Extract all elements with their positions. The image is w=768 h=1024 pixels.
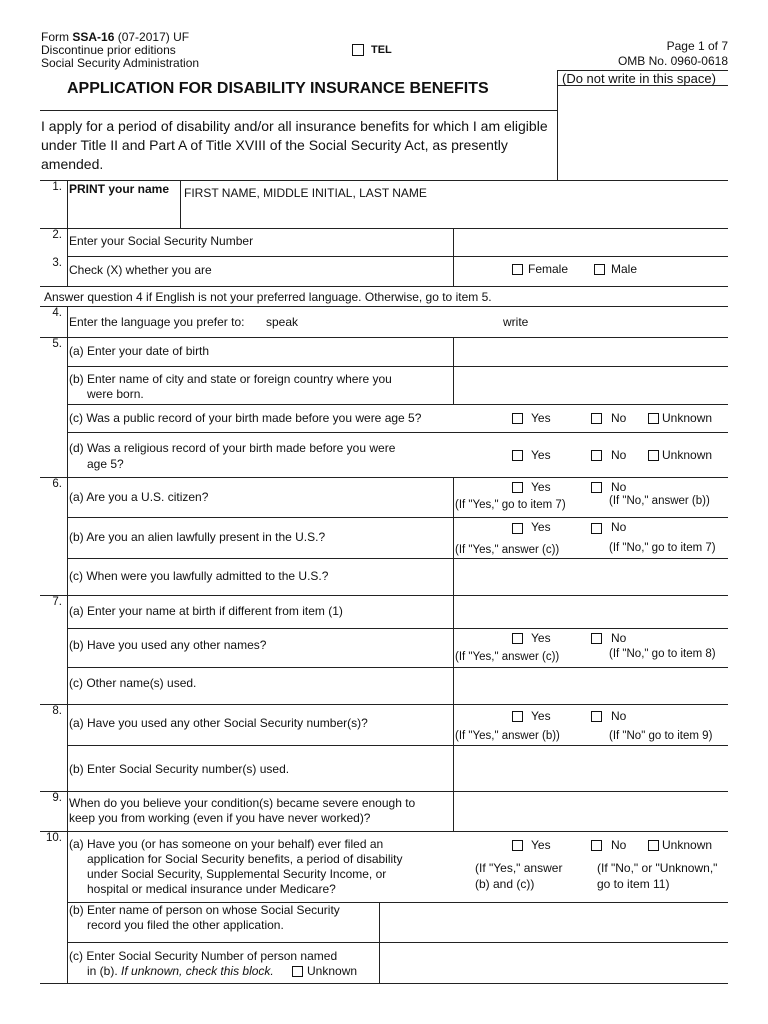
prior-application-no-checkbox[interactable] [591, 840, 602, 851]
other-names-no-checkbox[interactable] [591, 633, 602, 644]
agency-name: Social Security Administration [41, 56, 200, 70]
religious-record-question: (d) Was a religious record of your birth made before you were [69, 441, 396, 455]
onset-date-field[interactable] [454, 792, 728, 830]
office-use-label: (Do not write in this space) [562, 71, 716, 86]
language-write-label: write [503, 315, 529, 329]
prior-application-no-instruction: (If "No," or "Unknown," [597, 861, 718, 875]
other-ssn-used-label: (b) Enter Social Security number(s) used. [69, 762, 290, 776]
female-checkbox[interactable] [512, 264, 523, 275]
item-number: 10. [46, 832, 62, 844]
no-label: No [611, 411, 627, 425]
onset-question: When do you believe your condition(s) became severe enough to [69, 796, 416, 810]
prior-application-yes-instruction: (If "Yes," answer [475, 861, 563, 875]
other-record-name-label-cont: record you filed the other application. [87, 918, 284, 932]
prior-application-question-cont: hospital or medical insurance under Medicare? [87, 882, 336, 896]
public-record-no-checkbox[interactable] [591, 413, 602, 424]
yes-label: Yes [531, 480, 551, 494]
tel-checkbox[interactable] [352, 44, 364, 56]
birth-name-label: (a) Enter your name at birth if different from item (1) [69, 604, 343, 618]
admission-date-label: (c) When were you lawfully admitted to the U.S.? [69, 569, 329, 583]
other-names-no-instruction: (If "No," go to item 8) [609, 648, 716, 660]
other-record-ssn-unknown-checkbox[interactable] [292, 966, 303, 977]
item-number: 7. [52, 596, 62, 608]
religious-record-unknown-checkbox[interactable] [648, 450, 659, 461]
citizen-no-checkbox[interactable] [591, 482, 602, 493]
form-number: Form SSA-16 (07-2017) UF [41, 30, 190, 44]
no-label: No [611, 838, 627, 852]
public-record-question: (c) Was a public record of your birth made before you were age 5? [69, 411, 422, 425]
other-ssn-no-checkbox[interactable] [591, 711, 602, 722]
citizen-question: (a) Are you a U.S. citizen? [69, 490, 209, 504]
name-label: PRINT your name [69, 182, 170, 196]
religious-record-question-cont: age 5? [87, 457, 124, 471]
birthplace-label: (b) Enter name of city and state or foreign country where you [69, 372, 392, 386]
other-ssn-yes-instruction: (If "Yes," answer (b)) [455, 730, 560, 742]
other-names-yes-instruction: (If "Yes," answer (c)) [455, 651, 560, 663]
religious-record-yes-checkbox[interactable] [512, 450, 523, 461]
prior-application-yes-instruction-cont: (b) and (c)) [475, 877, 535, 891]
item-number: 6. [52, 478, 62, 490]
yes-label: Yes [531, 709, 551, 723]
male-label: Male [611, 262, 638, 276]
other-names-yes-checkbox[interactable] [512, 633, 523, 644]
birthplace-label-cont: were born. [87, 387, 144, 401]
sex-label: Check (X) whether you are [69, 263, 212, 277]
yes-label: Yes [531, 520, 551, 534]
page-number: Page 1 of 7 [666, 39, 728, 53]
religious-record-no-checkbox[interactable] [591, 450, 602, 461]
name-field[interactable] [181, 200, 727, 227]
female-label: Female [528, 262, 569, 276]
other-names-question: (b) Have you used any other names? [69, 638, 267, 652]
other-record-name-label: (b) Enter name of person on whose Social Security [69, 903, 340, 917]
item-number: 1. [52, 181, 62, 193]
alien-no-checkbox[interactable] [591, 523, 602, 534]
language-speak-field[interactable] [305, 308, 495, 335]
other-names-used-field[interactable] [454, 668, 728, 703]
alien-yes-checkbox[interactable] [512, 523, 523, 534]
tel-label: TEL [371, 44, 392, 56]
language-speak-label: speak [266, 315, 299, 329]
other-record-ssn-label-cont: in (b). If unknown, check this block. [87, 964, 274, 978]
public-record-unknown-checkbox[interactable] [648, 413, 659, 424]
item-number: 2. [52, 229, 62, 241]
yes-label: Yes [531, 411, 551, 425]
no-label: No [611, 480, 627, 494]
unknown-label: Unknown [662, 838, 713, 852]
language-instruction: Answer question 4 if English is not your preferred language. Otherwise, go to item 5. [44, 290, 492, 304]
yes-label: Yes [531, 631, 551, 645]
alien-yes-instruction: (If "Yes," answer (c)) [455, 544, 560, 556]
citizen-yes-instruction: (If "Yes," go to item 7) [455, 499, 566, 511]
prior-application-unknown-checkbox[interactable] [648, 840, 659, 851]
name-hint: FIRST NAME, MIDDLE INITIAL, LAST NAME [184, 186, 427, 200]
item-number: 5. [52, 338, 62, 350]
form-title: APPLICATION FOR DISABILITY INSURANCE BENEFITS [67, 80, 489, 97]
birth-name-field[interactable] [454, 596, 728, 627]
language-label: Enter the language you prefer to: [69, 315, 245, 329]
admission-date-field[interactable] [454, 559, 728, 594]
citizen-no-instruction: (If "No," answer (b)) [609, 495, 710, 507]
other-ssn-question: (a) Have you used any other Social Security number(s)? [69, 716, 368, 730]
unknown-label: Unknown [662, 411, 713, 425]
alien-no-instruction: (If "No," go to item 7) [609, 542, 716, 554]
dob-label: (a) Enter your date of birth [69, 344, 210, 358]
alien-question: (b) Are you an alien lawfully present in the U.S.? [69, 530, 326, 544]
male-checkbox[interactable] [594, 264, 605, 275]
item-number: 3. [52, 257, 62, 269]
other-ssn-no-instruction: (If "No" go to item 9) [609, 730, 713, 742]
item-number: 4. [52, 307, 62, 319]
prior-application-yes-checkbox[interactable] [512, 840, 523, 851]
other-record-name-field[interactable] [380, 903, 728, 941]
item-number: 8. [52, 705, 62, 717]
onset-question-cont: keep you from working (even if you have never worked)? [69, 811, 371, 825]
item-number: 9. [52, 792, 62, 804]
ssn-label: Enter your Social Security Number [69, 234, 254, 248]
yes-label: Yes [531, 838, 551, 852]
no-label: No [611, 448, 627, 462]
intro-statement: I apply for a period of disability and/or all insurance benefits for which I am eligible under Title II and Part A of Title XVIII of the Social Security Act, as presently amended. [41, 118, 548, 172]
prior-application-question: (a) Have you (or has someone on your behalf) ever filed an [69, 837, 384, 851]
other-ssn-used-field[interactable] [454, 746, 728, 790]
ssn-field[interactable] [454, 229, 728, 256]
language-write-field[interactable] [535, 308, 725, 335]
no-label: No [611, 709, 627, 723]
discontinue-note: Discontinue prior editions [41, 43, 176, 57]
dob-field[interactable] [454, 338, 728, 366]
other-record-ssn-field[interactable] [380, 943, 728, 982]
other-record-ssn-label: (c) Enter Social Security Number of person named [69, 949, 338, 963]
other-names-used-label: (c) Other name(s) used. [69, 676, 197, 690]
yes-label: Yes [531, 448, 551, 462]
no-label: No [611, 631, 627, 645]
unknown-label: Unknown [307, 964, 358, 978]
prior-application-question-cont: under Social Security, Supplemental Security Income, or [87, 867, 387, 881]
no-label: No [611, 520, 627, 534]
citizen-yes-checkbox[interactable] [512, 482, 523, 493]
other-ssn-yes-checkbox[interactable] [512, 711, 523, 722]
omb-number: OMB No. 0960-0618 [617, 54, 728, 68]
prior-application-question-cont: application for Social Security benefits, a period of disability [87, 852, 403, 866]
unknown-label: Unknown [662, 448, 713, 462]
public-record-yes-checkbox[interactable] [512, 413, 523, 424]
birthplace-field[interactable] [454, 367, 728, 403]
prior-application-no-instruction-cont: go to item 11) [597, 877, 670, 891]
